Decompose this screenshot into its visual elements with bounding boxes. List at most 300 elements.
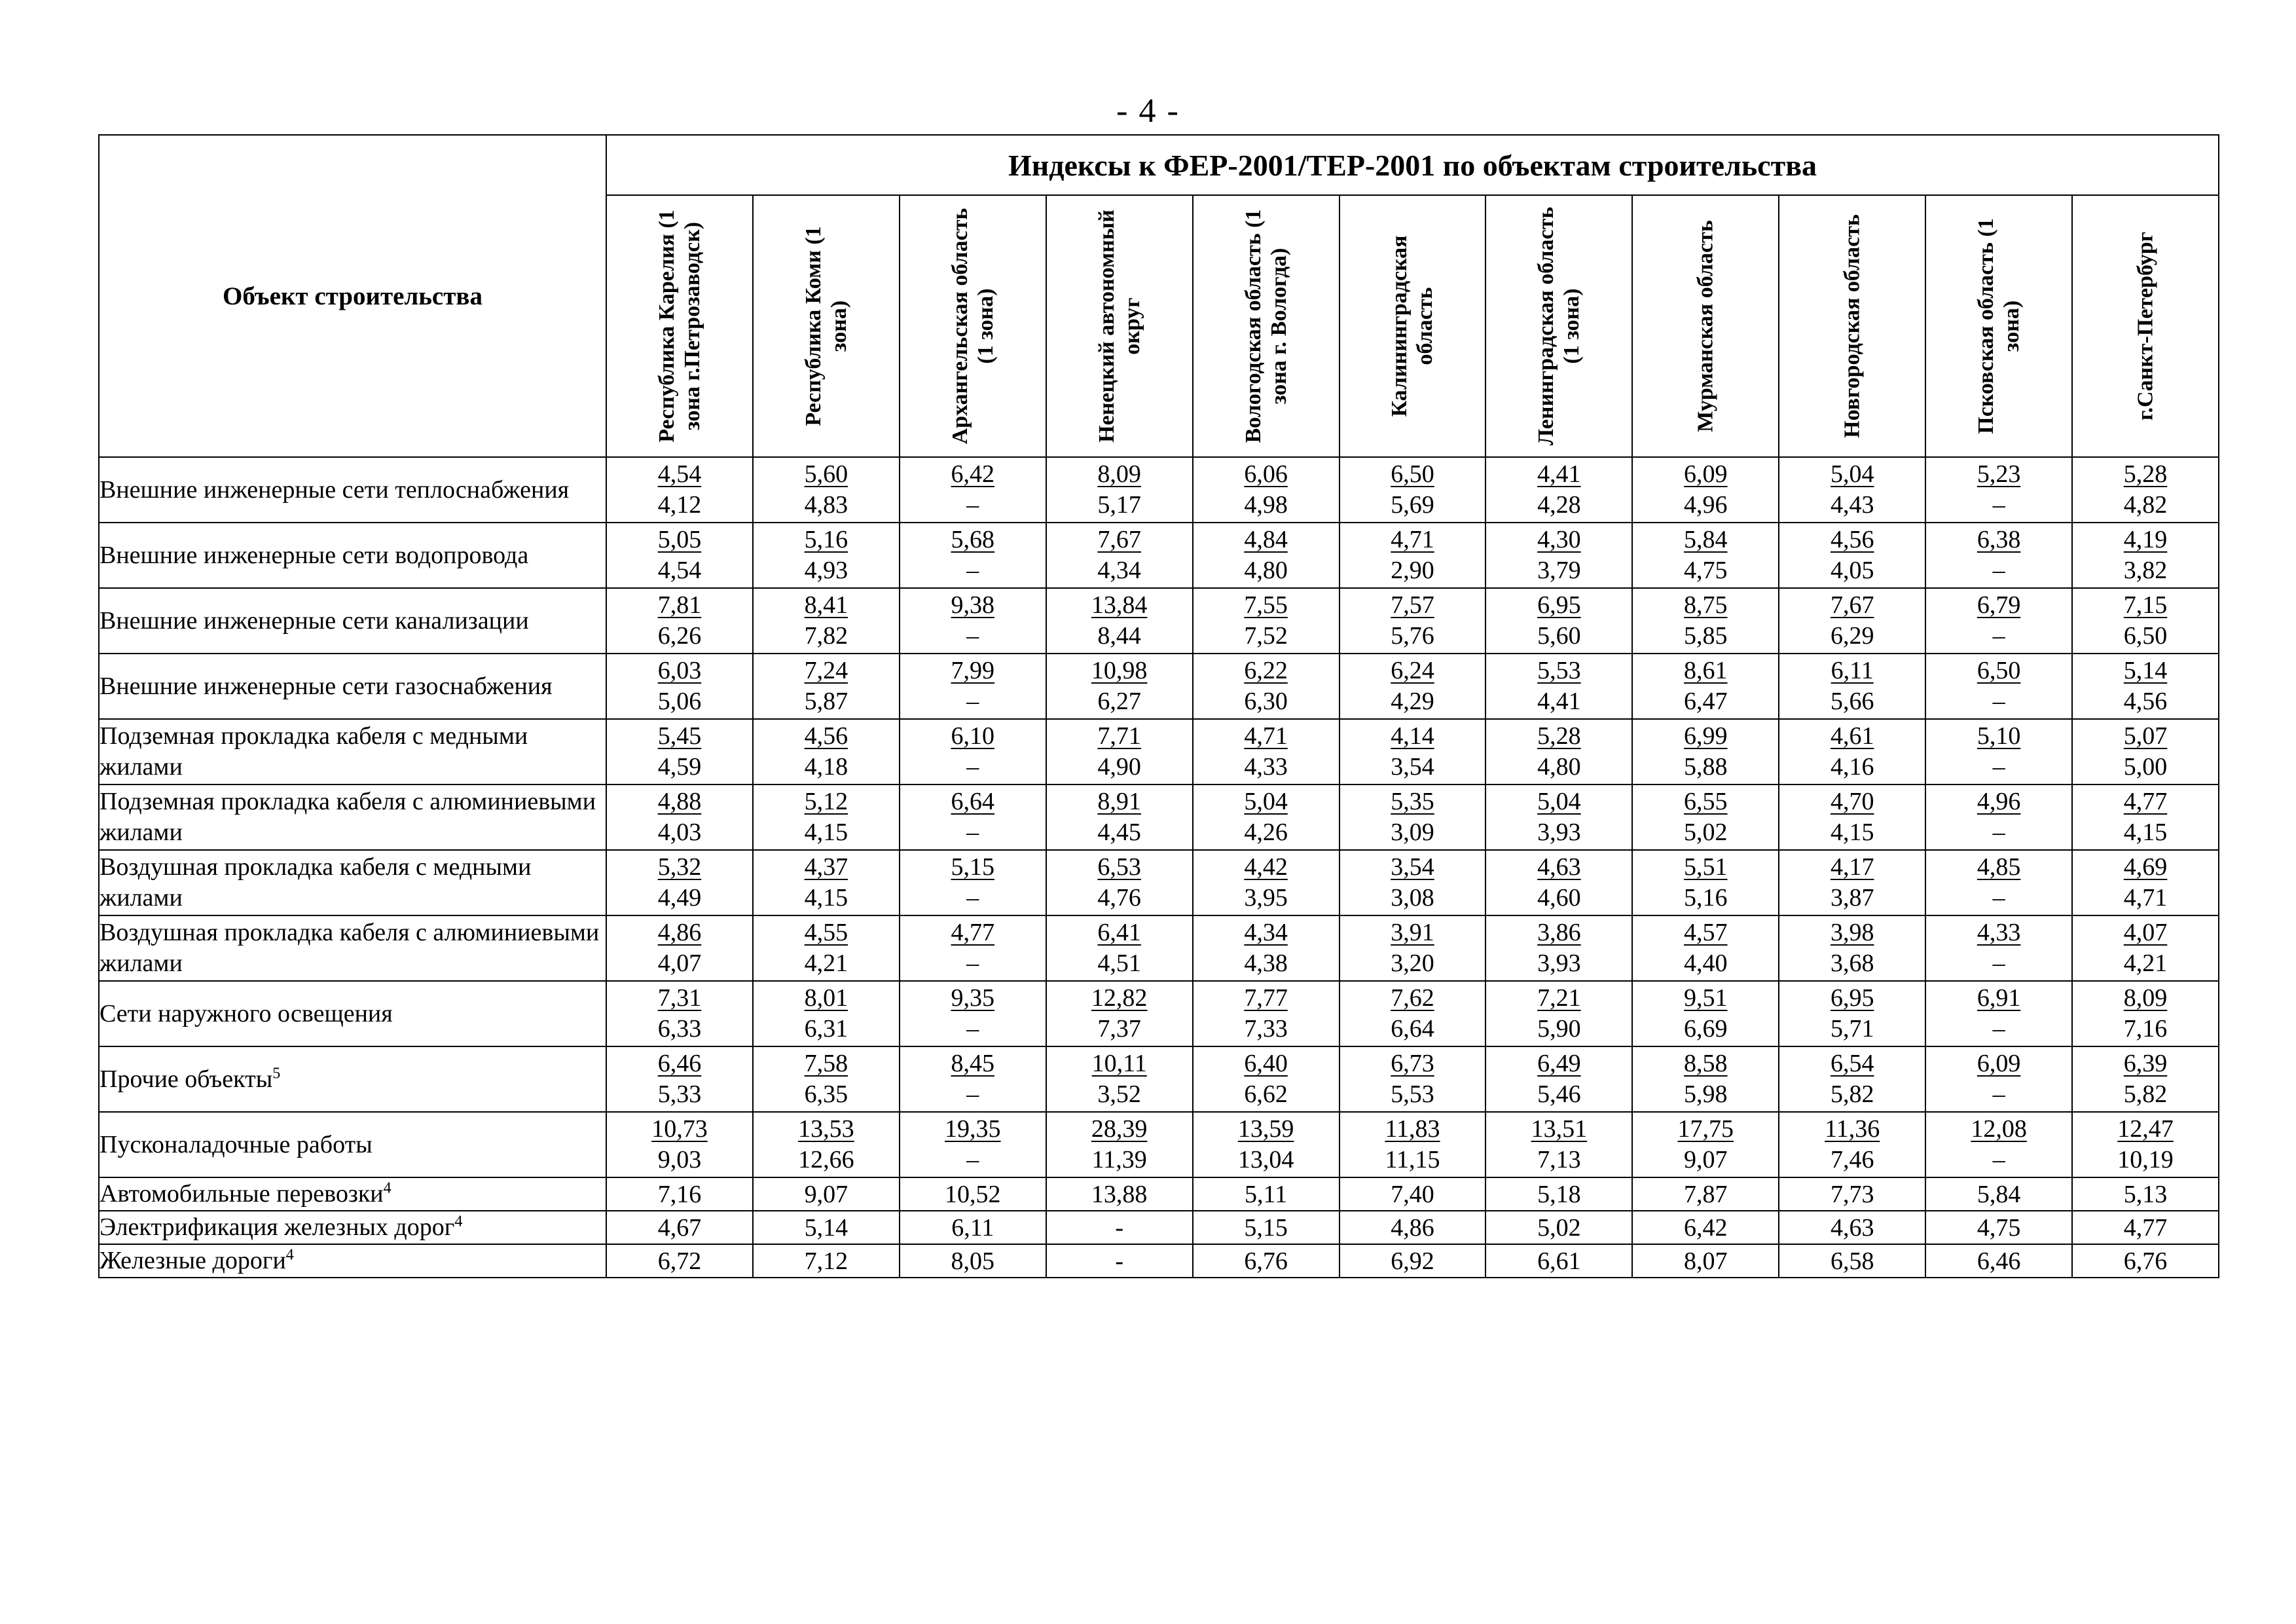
object-name-text: Прочие объекты xyxy=(100,1065,273,1093)
index-value-top: 4,41 xyxy=(1537,460,1581,488)
index-value-top: 12,08 xyxy=(1971,1115,2027,1143)
index-cell xyxy=(1193,1112,1339,1177)
index-cell xyxy=(1193,588,1339,654)
index-cell xyxy=(1632,588,1779,654)
index-value-bottom: 6,27 xyxy=(1097,688,1141,715)
index-cell xyxy=(900,588,1046,654)
index-cell xyxy=(1193,915,1339,981)
region-label: Мурманская область xyxy=(1693,220,1718,432)
index-cell xyxy=(1339,523,1486,588)
object-name-text: Внешние инженерные сети теплоснабжения xyxy=(100,475,570,504)
index-cell xyxy=(1632,457,1779,523)
index-value-bottom: 4,45 xyxy=(1097,819,1141,846)
index-cell xyxy=(1046,850,1193,915)
index-value-top: 4,17 xyxy=(1830,853,1874,881)
index-cell xyxy=(1925,850,2072,915)
index-value-bottom: 6,26 xyxy=(657,622,702,650)
index-cell xyxy=(1485,654,1632,719)
index-value-bottom: – xyxy=(1992,819,2005,846)
index-cell xyxy=(1193,1046,1339,1112)
index-value-top: 6,41 xyxy=(1097,919,1141,946)
object-name xyxy=(99,1244,606,1278)
index-cell xyxy=(1193,523,1339,588)
index-cell xyxy=(1485,850,1632,915)
index-value-bottom: – xyxy=(966,622,979,650)
index-value-top: 4,77 xyxy=(951,919,995,946)
index-value-top: 3,86 xyxy=(1537,919,1581,946)
index-value-top: 6,42 xyxy=(951,460,995,488)
index-value-top: 5,84 xyxy=(1684,526,1728,553)
index-value-top: 4,19 xyxy=(2123,526,2168,553)
index-value-bottom: 4,43 xyxy=(1830,491,1874,519)
index-value-top: 8,41 xyxy=(804,591,848,619)
index-value-bottom: 3,87 xyxy=(1830,884,1874,912)
index-value-top: 13,53 xyxy=(798,1115,854,1143)
index-cell: 4,77 xyxy=(2072,1211,2219,1244)
index-value-bottom: – xyxy=(966,688,979,715)
index-value-bottom: 9,03 xyxy=(657,1146,702,1173)
index-value-top: 5,60 xyxy=(804,460,848,488)
index-value-top: 5,53 xyxy=(1537,657,1581,684)
index-value-top: 6,95 xyxy=(1537,591,1581,619)
table-row xyxy=(99,1046,2219,1112)
index-value-top: 7,67 xyxy=(1830,591,1874,619)
index-value-bottom: 3,68 xyxy=(1830,950,1874,977)
index-value-top: 3,54 xyxy=(1391,853,1434,881)
index-cell: 5,84 xyxy=(1925,1177,2072,1211)
index-cell: 7,73 xyxy=(1779,1177,1925,1211)
object-name xyxy=(99,1112,606,1177)
index-value-bottom: 7,46 xyxy=(1830,1146,1874,1173)
index-value-top: 4,55 xyxy=(804,919,848,946)
index-value-bottom: 9,07 xyxy=(1684,1146,1728,1173)
index-cell xyxy=(1632,1046,1779,1112)
index-value-bottom: 4,90 xyxy=(1097,753,1141,781)
index-value-bottom: 4,75 xyxy=(1684,557,1728,584)
index-cell xyxy=(753,457,900,523)
index-value-bottom: 2,90 xyxy=(1391,557,1434,584)
index-value-top: 4,70 xyxy=(1830,788,1874,815)
index-value-top: 4,56 xyxy=(804,722,848,750)
index-cell: 4,67 xyxy=(606,1211,753,1244)
object-name-text: Автомобильные перевозки xyxy=(100,1180,384,1208)
index-cell: 5,18 xyxy=(1485,1177,1632,1211)
index-cell: 5,02 xyxy=(1485,1211,1632,1244)
index-cell xyxy=(1339,719,1486,784)
index-value-bottom: 4,80 xyxy=(1244,557,1288,584)
index-cell xyxy=(1632,915,1779,981)
index-cell: 6,72 xyxy=(606,1244,753,1278)
index-cell: 7,12 xyxy=(753,1244,900,1278)
index-cell xyxy=(1632,719,1779,784)
index-value-bottom: 3,09 xyxy=(1391,819,1434,846)
index-cell xyxy=(753,523,900,588)
index-cell xyxy=(900,719,1046,784)
index-cell xyxy=(1779,981,1925,1046)
index-value-bottom: 4,15 xyxy=(1830,819,1874,846)
index-value-top: 4,07 xyxy=(2123,919,2168,946)
index-value-bottom: 4,34 xyxy=(1097,557,1141,584)
index-cell: - xyxy=(1046,1244,1193,1278)
index-cell: 8,05 xyxy=(900,1244,1046,1278)
object-name xyxy=(99,784,606,850)
index-cell: 4,86 xyxy=(1339,1211,1486,1244)
object-name-text: Внешние инженерные сети водопровода xyxy=(100,541,529,569)
region-label: г.Санкт-Петербург xyxy=(2133,231,2158,421)
index-cell xyxy=(1779,457,1925,523)
index-value-bottom: 4,56 xyxy=(2123,688,2168,715)
index-value-bottom: 12,66 xyxy=(798,1146,854,1173)
index-value-top: 5,45 xyxy=(657,722,702,750)
index-value-top: 5,04 xyxy=(1537,788,1581,815)
index-value-top: 7,99 xyxy=(951,657,995,684)
index-value-bottom: – xyxy=(966,1015,979,1043)
index-value-top: 7,57 xyxy=(1391,591,1434,619)
index-cell xyxy=(900,915,1046,981)
index-cell xyxy=(1193,784,1339,850)
object-column-header: Объект строительства xyxy=(99,135,606,457)
index-cell xyxy=(1632,850,1779,915)
index-value-bottom: 4,38 xyxy=(1244,950,1288,977)
index-value-top: 6,22 xyxy=(1244,657,1288,684)
region-label: Республика Карелия (1 зона г.Петрозаводск) xyxy=(654,210,704,443)
index-cell xyxy=(2072,981,2219,1046)
region-header xyxy=(2072,195,2219,457)
index-value-top: 4,34 xyxy=(1244,919,1288,946)
region-label: Вологодская область (1 зона г. Вологда) xyxy=(1241,209,1291,443)
object-name xyxy=(99,850,606,915)
index-value-bottom: 5,16 xyxy=(1684,884,1728,912)
index-value-bottom: 5,69 xyxy=(1391,491,1434,519)
index-value-bottom: – xyxy=(1992,622,2005,650)
index-value-top: 6,09 xyxy=(1684,460,1728,488)
index-value-top: 6,55 xyxy=(1684,788,1728,815)
index-value-top: 12,47 xyxy=(2117,1115,2174,1143)
region-label: Ленинградская область (1 зона) xyxy=(1534,206,1584,446)
index-value-top: 5,28 xyxy=(2123,460,2168,488)
index-value-bottom: 5,00 xyxy=(2123,753,2168,781)
index-value-bottom: 8,44 xyxy=(1097,622,1141,650)
index-value-bottom: 5,82 xyxy=(1830,1080,1874,1108)
index-value-bottom: 11,15 xyxy=(1385,1146,1440,1173)
index-value-bottom: 6,69 xyxy=(1684,1015,1728,1043)
region-label: Ненецкий автономный округ xyxy=(1094,210,1144,443)
index-cell xyxy=(1925,457,2072,523)
index-value-bottom: 6,62 xyxy=(1244,1080,1288,1108)
index-value-top: 4,84 xyxy=(1244,526,1288,553)
index-value-bottom: 5,82 xyxy=(2123,1080,2168,1108)
index-value-bottom: – xyxy=(1992,491,2005,519)
index-value-top: 4,85 xyxy=(1977,853,2021,881)
index-cell xyxy=(1485,784,1632,850)
index-cell xyxy=(2072,654,2219,719)
index-value-bottom: 4,26 xyxy=(1244,819,1288,846)
index-cell xyxy=(1779,1112,1925,1177)
index-cell xyxy=(900,850,1046,915)
index-cell: 5,11 xyxy=(1193,1177,1339,1211)
region-header xyxy=(1779,195,1925,457)
object-name xyxy=(99,523,606,588)
index-cell xyxy=(1925,588,2072,654)
index-value-bottom: 5,60 xyxy=(1537,622,1581,650)
index-value-bottom: 5,71 xyxy=(1830,1015,1874,1043)
index-cell xyxy=(1485,981,1632,1046)
index-value-bottom: 7,13 xyxy=(1537,1146,1581,1173)
index-value-bottom: 4,21 xyxy=(804,950,848,977)
index-value-bottom: 6,50 xyxy=(2123,622,2168,650)
index-cell xyxy=(606,915,753,981)
table-body xyxy=(99,457,2219,1278)
index-value-bottom: 4,15 xyxy=(804,819,848,846)
index-value-top: 6,24 xyxy=(1391,657,1434,684)
index-value-top: 6,40 xyxy=(1244,1050,1288,1077)
index-value-bottom: 5,76 xyxy=(1391,622,1434,650)
index-value-top: 6,06 xyxy=(1244,460,1288,488)
index-value-bottom: – xyxy=(1992,688,2005,715)
index-cell xyxy=(900,523,1046,588)
index-cell xyxy=(1339,1112,1486,1177)
index-value-bottom: 5,66 xyxy=(1830,688,1874,715)
object-name xyxy=(99,588,606,654)
index-value-top: 5,51 xyxy=(1684,853,1728,881)
index-cell xyxy=(753,719,900,784)
index-value-top: 8,91 xyxy=(1097,788,1141,815)
index-value-top: 6,54 xyxy=(1830,1050,1874,1077)
index-cell xyxy=(1193,981,1339,1046)
indices-title: Индексы к ФЕР-2001/ТЕР-2001 по объектам строительства xyxy=(606,135,2219,195)
index-value-bottom: 6,33 xyxy=(657,1015,702,1043)
index-cell xyxy=(1925,915,2072,981)
region-header xyxy=(1193,195,1339,457)
index-value-top: 5,28 xyxy=(1537,722,1581,750)
index-cell xyxy=(1485,457,1632,523)
footnote-mark: 4 xyxy=(285,1246,294,1264)
index-value-bottom: – xyxy=(1992,1146,2005,1173)
index-value-bottom: 4,98 xyxy=(1244,491,1288,519)
index-cell xyxy=(1046,719,1193,784)
index-value-bottom: 4,21 xyxy=(2123,950,2168,977)
index-value-top: 5,16 xyxy=(804,526,848,553)
index-value-top: 5,07 xyxy=(2123,722,2168,750)
index-value-top: 4,88 xyxy=(657,788,702,815)
index-value-bottom: – xyxy=(1992,1080,2005,1108)
region-header xyxy=(753,195,900,457)
index-cell xyxy=(1925,719,2072,784)
index-value-top: 7,77 xyxy=(1244,984,1288,1012)
index-value-top: 4,71 xyxy=(1244,722,1288,750)
table-row xyxy=(99,457,2219,523)
index-value-bottom: 4,96 xyxy=(1684,491,1728,519)
index-value-bottom: 4,82 xyxy=(2123,491,2168,519)
index-value-bottom: 4,54 xyxy=(657,557,702,584)
index-value-top: 3,91 xyxy=(1391,919,1434,946)
index-cell xyxy=(1046,1112,1193,1177)
index-cell xyxy=(2072,719,2219,784)
index-value-top: 4,37 xyxy=(804,853,848,881)
index-value-top: 4,96 xyxy=(1977,788,2021,815)
index-value-top: 11,83 xyxy=(1385,1115,1440,1143)
index-cell xyxy=(1339,654,1486,719)
index-cell xyxy=(1046,915,1193,981)
table-row xyxy=(99,1112,2219,1177)
index-value-bottom: 4,29 xyxy=(1391,688,1434,715)
index-value-bottom: 10,19 xyxy=(2117,1146,2174,1173)
index-cell xyxy=(753,981,900,1046)
index-value-top: 4,56 xyxy=(1830,526,1874,553)
index-cell xyxy=(753,850,900,915)
index-value-bottom: 3,54 xyxy=(1391,753,1434,781)
index-cell xyxy=(2072,588,2219,654)
index-value-top: 13,51 xyxy=(1531,1115,1588,1143)
footnote-mark: 4 xyxy=(383,1179,392,1197)
index-cell xyxy=(900,1112,1046,1177)
index-cell: 7,87 xyxy=(1632,1177,1779,1211)
index-cell xyxy=(900,784,1046,850)
index-cell xyxy=(606,523,753,588)
index-cell xyxy=(1632,654,1779,719)
index-value-top: 6,49 xyxy=(1537,1050,1581,1077)
index-cell xyxy=(1779,588,1925,654)
index-cell xyxy=(753,1112,900,1177)
index-table xyxy=(98,134,2219,1278)
index-value-bottom: 4,07 xyxy=(657,950,702,977)
object-name xyxy=(99,1211,606,1244)
index-value-top: 3,98 xyxy=(1830,919,1874,946)
object-name xyxy=(99,1046,606,1112)
region-header xyxy=(1485,195,1632,457)
index-value-top: 4,33 xyxy=(1977,919,2021,946)
index-value-top: 4,71 xyxy=(1391,526,1434,553)
index-cell xyxy=(606,457,753,523)
index-cell xyxy=(1925,784,2072,850)
object-name xyxy=(99,457,606,523)
index-cell xyxy=(2072,784,2219,850)
index-value-bottom: 7,82 xyxy=(804,622,848,650)
table-row xyxy=(99,588,2219,654)
index-value-bottom: 4,40 xyxy=(1684,950,1728,977)
index-value-top: 6,64 xyxy=(951,788,995,815)
index-cell xyxy=(1339,1046,1486,1112)
index-value-bottom: 4,16 xyxy=(1830,753,1874,781)
index-value-top: 6,39 xyxy=(2123,1050,2168,1077)
index-cell xyxy=(1632,1112,1779,1177)
index-value-top: 19,35 xyxy=(945,1115,1001,1143)
index-value-top: 5,32 xyxy=(657,853,702,881)
index-value-bottom: 3,08 xyxy=(1391,884,1434,912)
object-name-text: Внешние инженерные сети газоснабжения xyxy=(100,672,553,700)
index-value-top: 6,79 xyxy=(1977,591,2021,619)
index-value-bottom: 4,15 xyxy=(2123,819,2168,846)
index-cell xyxy=(753,654,900,719)
index-value-top: 5,15 xyxy=(951,853,995,881)
object-name-text: Сети наружного освещения xyxy=(100,999,393,1027)
index-value-top: 7,81 xyxy=(657,591,702,619)
index-value-top: 5,23 xyxy=(1977,460,2021,488)
object-name-text: Воздушная прокладка кабеля с медными жилами xyxy=(100,853,532,912)
object-name xyxy=(99,719,606,784)
index-value-bottom: 5,85 xyxy=(1684,622,1728,650)
index-cell xyxy=(2072,850,2219,915)
index-value-bottom: 7,52 xyxy=(1244,622,1288,650)
region-label: Новгородская область xyxy=(1840,214,1865,438)
region-header xyxy=(1632,195,1779,457)
table-row xyxy=(99,523,2219,588)
index-value-top: 8,75 xyxy=(1684,591,1728,619)
index-value-top: 6,95 xyxy=(1830,984,1874,1012)
index-value-bottom: 3,93 xyxy=(1537,950,1581,977)
index-value-top: 7,21 xyxy=(1537,984,1581,1012)
index-value-bottom: – xyxy=(1992,884,2005,912)
index-value-top: 6,09 xyxy=(1977,1050,2021,1077)
index-value-top: 6,11 xyxy=(1831,657,1874,684)
index-value-bottom: 5,87 xyxy=(804,688,848,715)
index-value-top: 6,53 xyxy=(1097,853,1141,881)
index-cell xyxy=(1193,457,1339,523)
index-cell xyxy=(1046,654,1193,719)
table-row xyxy=(99,915,2219,981)
table-row xyxy=(99,719,2219,784)
index-cell xyxy=(2072,1046,2219,1112)
index-value-top: 11,36 xyxy=(1825,1115,1880,1143)
index-value-bottom: 6,29 xyxy=(1830,622,1874,650)
object-name xyxy=(99,981,606,1046)
index-value-bottom: 11,39 xyxy=(1091,1146,1147,1173)
index-value-top: 8,58 xyxy=(1684,1050,1728,1077)
index-cell xyxy=(1779,915,1925,981)
index-cell xyxy=(1779,850,1925,915)
index-cell xyxy=(1925,654,2072,719)
index-value-top: 7,67 xyxy=(1097,526,1141,553)
index-value-top: 7,24 xyxy=(804,657,848,684)
index-value-bottom: 4,83 xyxy=(804,491,848,519)
index-cell: 6,76 xyxy=(1193,1244,1339,1278)
index-value-top: 4,69 xyxy=(2123,853,2168,881)
index-cell xyxy=(1046,457,1193,523)
index-value-bottom: 5,46 xyxy=(1537,1080,1581,1108)
index-value-top: 13,84 xyxy=(1091,591,1148,619)
index-value-top: 9,51 xyxy=(1684,984,1728,1012)
index-cell: - xyxy=(1046,1211,1193,1244)
index-cell xyxy=(1779,523,1925,588)
index-value-bottom: 3,82 xyxy=(2123,557,2168,584)
index-cell: 6,46 xyxy=(1925,1244,2072,1278)
index-cell: 7,16 xyxy=(606,1177,753,1211)
index-cell xyxy=(1485,719,1632,784)
index-value-top: 5,68 xyxy=(951,526,995,553)
index-value-top: 6,38 xyxy=(1977,526,2021,553)
index-cell xyxy=(1779,1046,1925,1112)
object-name-text: Пусконаладочные работы xyxy=(100,1130,373,1158)
index-value-bottom: – xyxy=(1992,1015,2005,1043)
index-value-top: 8,45 xyxy=(951,1050,995,1077)
index-value-top: 13,59 xyxy=(1237,1115,1294,1143)
index-cell xyxy=(606,981,753,1046)
index-value-bottom: 4,03 xyxy=(657,819,702,846)
region-header xyxy=(1339,195,1486,457)
index-value-top: 6,73 xyxy=(1391,1050,1434,1077)
index-value-top: 6,50 xyxy=(1977,657,2021,684)
index-cell xyxy=(606,1112,753,1177)
table-row xyxy=(99,1177,2219,1211)
index-cell xyxy=(606,784,753,850)
index-cell: 7,40 xyxy=(1339,1177,1486,1211)
index-cell xyxy=(1485,588,1632,654)
index-cell xyxy=(1632,784,1779,850)
index-value-top: 9,38 xyxy=(951,591,995,619)
index-value-bottom: 3,79 xyxy=(1537,557,1581,584)
index-cell xyxy=(1046,981,1193,1046)
object-name-text: Внешние инженерные сети канализации xyxy=(100,606,529,635)
